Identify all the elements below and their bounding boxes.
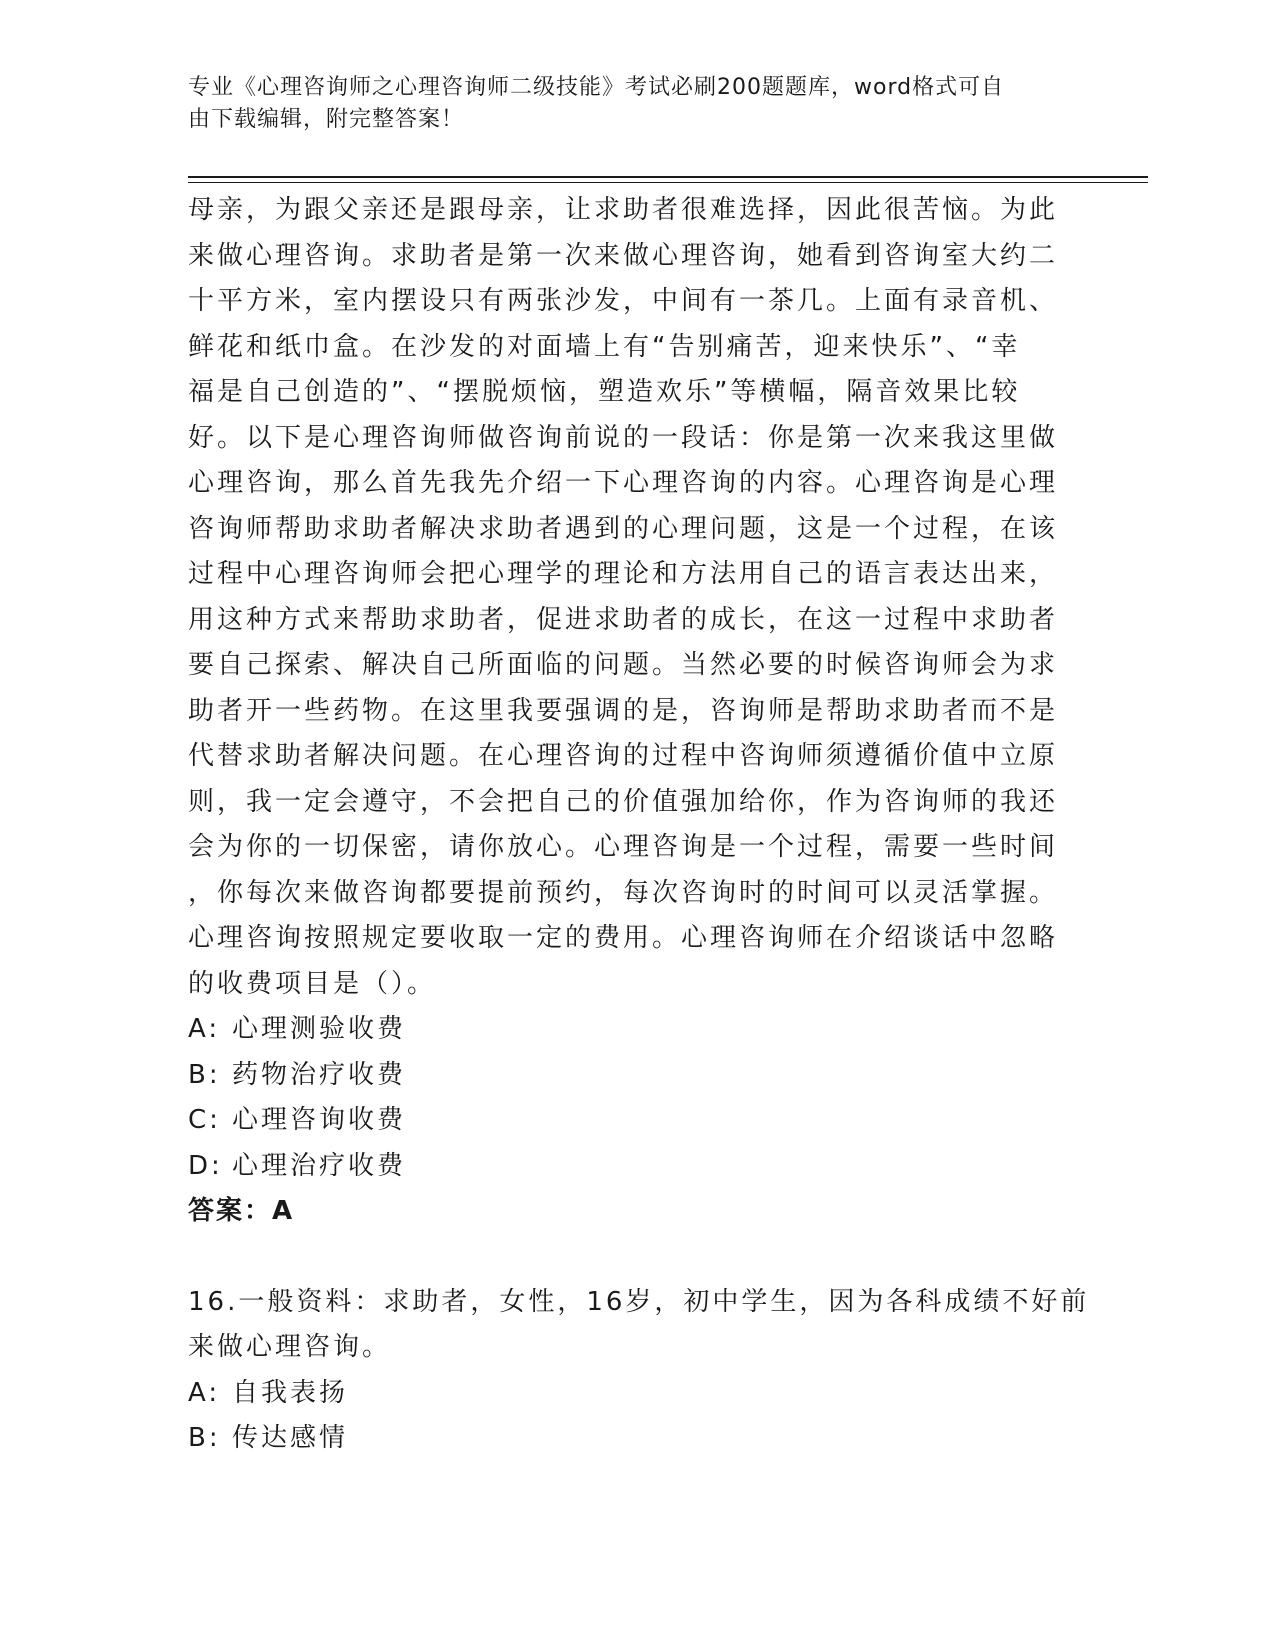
question-text-line: 好。以下是心理咨询师做咨询前说的一段话：你是第一次来我这里做 — [188, 422, 1059, 453]
header-rule-thin — [188, 182, 1148, 183]
page-header — [188, 72, 1058, 136]
question-text-line: 过程中心理咨询师会把心理学的理论和方法用自己的语言表达出来， — [188, 559, 1059, 589]
question-spacer — [188, 1235, 1068, 1280]
question-text-line: 咨询师帮助求助者解决求助者遇到的心理问题，这是一个过程，在该 — [188, 513, 1059, 544]
question-text-line: 会为你的一切保密，请你放心。心理咨询是一个过程，需要一些时间 — [188, 832, 1059, 862]
header-line-1: 专业《心理咨询师之心理咨询师二级技能》考试必刷200题题库，word格式可自 — [188, 75, 1005, 100]
question-text-line: 助者开一些药物。在这里我要强调的是，咨询师是帮助求助者而不是 — [188, 695, 1059, 726]
option-b — [188, 1416, 1068, 1462]
question-text-line: 来做心理咨询。 — [188, 1332, 392, 1362]
option-key: A: — [188, 1377, 221, 1408]
question-text-line: 的收费项目是（）。 — [188, 968, 437, 999]
option-text: 传达感情 — [232, 1423, 349, 1453]
document-body — [188, 188, 1090, 1462]
option-key: B: — [188, 1423, 221, 1453]
option-a — [188, 1371, 1068, 1417]
question-text-line: 鲜花和纸巾盒。在沙发的对面墙上有“告别痛苦，迎来快乐”、“幸 — [188, 331, 1021, 362]
option-c — [188, 1098, 1068, 1144]
question-text-line: 心理咨询，那么首先我先介绍一下心理咨询的内容。心理咨询是心理 — [188, 468, 1059, 498]
question-text-line: 则，我一定会遵守，不会把自己的价值强加给你，作为咨询师的我还 — [188, 786, 1059, 817]
question-text-line: 心理咨询按照规定要收取一定的费用。心理咨询师在介绍谈话中忽略 — [188, 923, 1059, 953]
header-rule-thick — [188, 176, 1148, 178]
option-text: 药物治疗收费 — [232, 1059, 407, 1090]
option-key: D: — [188, 1150, 223, 1181]
question-text-line: 要自己探索、解决自己所面临的问题。当然必要的时候咨询师会为求 — [188, 650, 1059, 680]
option-text: 心理测验收费 — [232, 1014, 407, 1044]
option-a — [188, 1007, 1068, 1053]
answer-line: 答案：A — [188, 1196, 295, 1226]
question-16 — [188, 1280, 1090, 1462]
option-text: 心理咨询收费 — [232, 1105, 407, 1135]
option-text: 自我表扬 — [232, 1377, 349, 1408]
question-text-line: 十平方米，室内摆设只有两张沙发，中间有一茶几。上面有录音机、 — [188, 286, 1059, 316]
header-line-2: 由下载编辑，附完整答案！ — [188, 107, 465, 132]
option-d — [188, 1144, 1068, 1190]
option-key: C: — [188, 1105, 221, 1135]
option-b — [188, 1053, 1068, 1099]
question-text-line: 代替求助者解决问题。在心理咨询的过程中咨询师须遵循价值中立原 — [188, 741, 1059, 771]
question-text-line: 来做心理咨询。求助者是第一次来做心理咨询，她看到咨询室大约二 — [188, 240, 1059, 271]
question-text-line: 母亲，为跟父亲还是跟母亲，让求助者很难选择，因此很苦恼。为此 — [188, 195, 1059, 225]
question-15 — [188, 188, 1068, 1235]
question-text-line: 福是自己创造的”、“摆脱烦恼，塑造欢乐”等横幅，隔音效果比较 — [188, 377, 1021, 407]
question-text-line: 用这种方式来帮助求助者，促进求助者的成长，在这一过程中求助者 — [188, 604, 1059, 635]
question-text-line: ，你每次来做咨询都要提前预约，每次咨询时的时间可以灵活掌握。 — [188, 877, 1059, 908]
option-key: A: — [188, 1014, 221, 1044]
option-text: 心理治疗收费 — [232, 1150, 407, 1181]
question-text-line: 16.一般资料：求助者，女性，16岁，初中学生，因为各科成绩不好前 — [188, 1286, 1090, 1317]
option-key: B: — [188, 1059, 221, 1090]
